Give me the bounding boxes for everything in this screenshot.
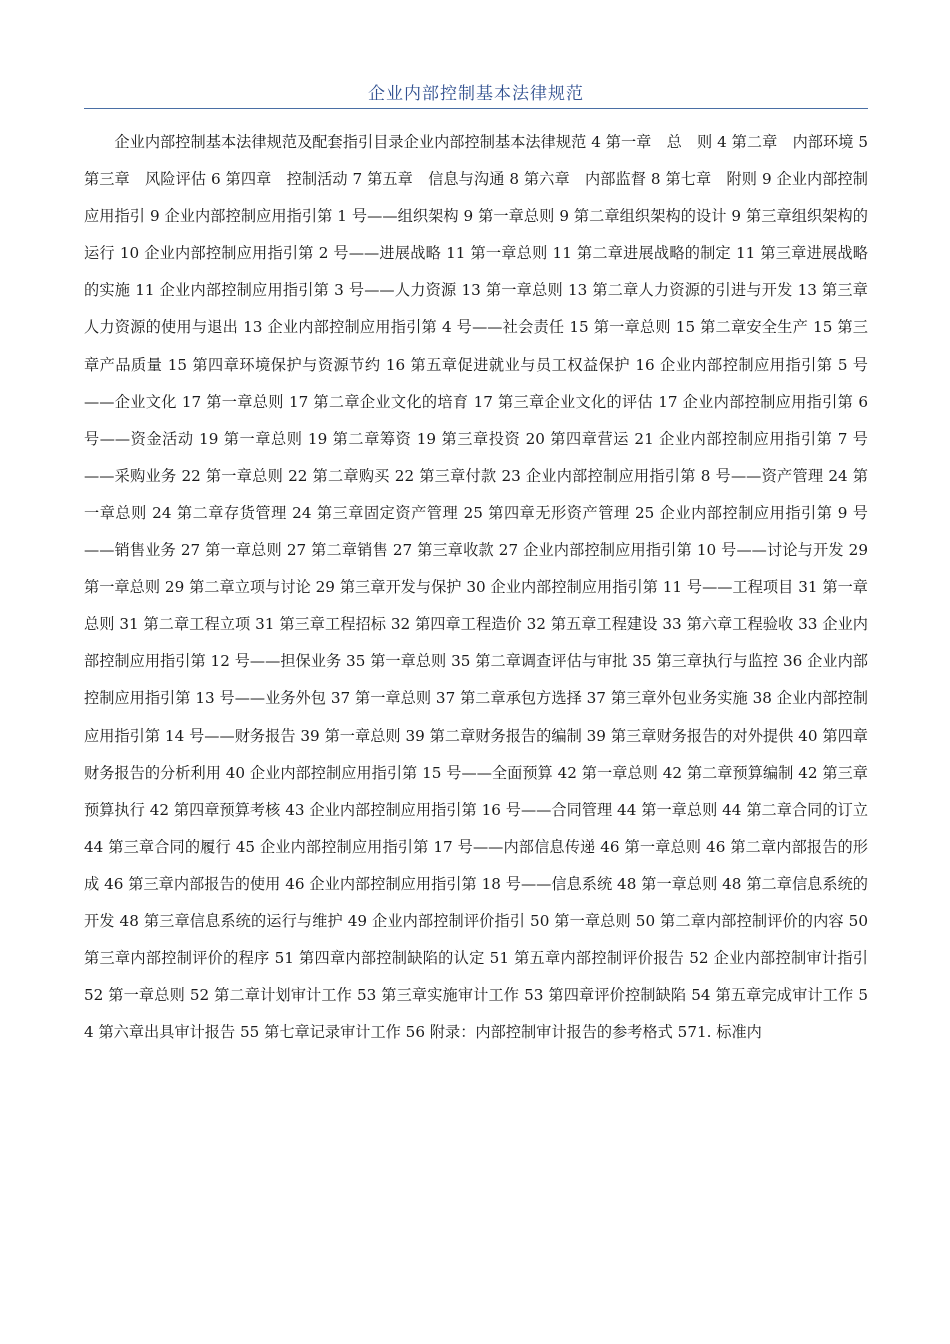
page-header xyxy=(84,80,868,109)
toc-paragraph: 企业内部控制基本法律规范及配套指引目录企业内部控制基本法律规范 4 第一章 总 则 4 第二章 内部环境 5 第三章 风险评估 6 第四章 控制活动 7 第五章 信息与沟通 8 第六章 内部监督 8 第七章 附则 9 企业内部控制应用指引 9 企业内部控制应用指引第 1 号——组织架构 9 第一章总则 9 第二章组织架构的设计 9 第三章组织架构的运行 10 企业内部控制应用指引第 2 号——进展战略 11 第一章总则 11 第二章进展战略的制定 11 第三章进展战略的实施 11 企业内部控制应用指引第 3 号——人力资源 13 第一章总则 13 第二章人力资源的引进与开发 13 第三章人力资源的使用与退出 13 企业内部控制应用指引第 4 号——社会责任 15 第一章总则 15 第二章安全生产 15 第三章产品质量 15 第四章环境保护与资源节约 16 第五章促进就业与员工权益保护 16 企业内部控制应用指引第 5 号——企业文化 17 第一章总则 17 第二章企业文化的培育 17 第三章企业文化的评估 17 企业内部控制应用指引第 6 号——资金活动 19 第一章总则 19 第二章筹资 19 第三章投资 20 第四章营运 21 企业内部控制应用指引第 7 号——采购业务 22 第一章总则 22 第二章购买 22 第三章付款 23 企业内部控制应用指引第 8 号——资产管理 24 第一章总则 24 第二章存货管理 24 第三章固定资产管理 25 第四章无形资产管理 25 企业内部控制应用指引第 9 号——销售业务 27 第一章总则 27 第二章销售 27 第三章收款 27 企业内部控制应用指引第 10 号——讨论与开发 29 第一章总则 29 第二章立项与讨论 29 第三章开发与保护 30 企业内部控制应用指引第 11 号——工程项目 31 第一章总则 31 第二章工程立项 31 第三章工程招标 32 第四章工程造价 32 第五章工程建设 33 第六章工程验收 33 企业内部控制应用指引第 12 号——担保业务 35 第一章总则 35 第二章调查评估与审批 35 第三章执行与监控 36 企业内部控制应用指引第 13 号——业务外包 37 第一章总则 37 第二章承包方选择 37 第三章外包业务实施 38 企业内部控制应用指引第 14 号——财务报告 39 第一章总则 39 第二章财务报告的编制 39 第三章财务报告的对外提供 40 第四章财务报告的分析利用 40 企业内部控制应用指引第 15 号——全面预算 42 第一章总则 42 第二章预算编制 42 第三章预算执行 42 第四章预算考核 43 企业内部控制应用指引第 16 号——合同管理 44 第一章总则 44 第二章合同的订立 44 第三章合同的履行 45 企业内部控制应用指引第 17 号——内部信息传递 46 第一章总则 46 第二章内部报告的形成 46 第三章内部报告的使用 46 企业内部控制应用指引第 18 号——信息系统 48 第一章总则 48 第二章信息系统的开发 48 第三章信息系统的运行与维护 49 企业内部控制评价指引 50 第一章总则 50 第二章内部控制评价的内容 50 第三章内部控制评价的程序 51 第四章内部控制缺陷的认定 51 第五章内部控制评价报告 52 企业内部控制审计指引 52 第一章总则 52 第二章计划审计工作 53 第三章实施审计工作 53 第四章评价控制缺陷 54 第五章完成审计工作 54 第六章出具审计报告 55 第七章记录审计工作 56 附录：内部控制审计报告的参考格式 571. 标准内 xyxy=(84,133,868,1042)
document-title: 企业内部控制基本法律规范 xyxy=(368,84,584,104)
